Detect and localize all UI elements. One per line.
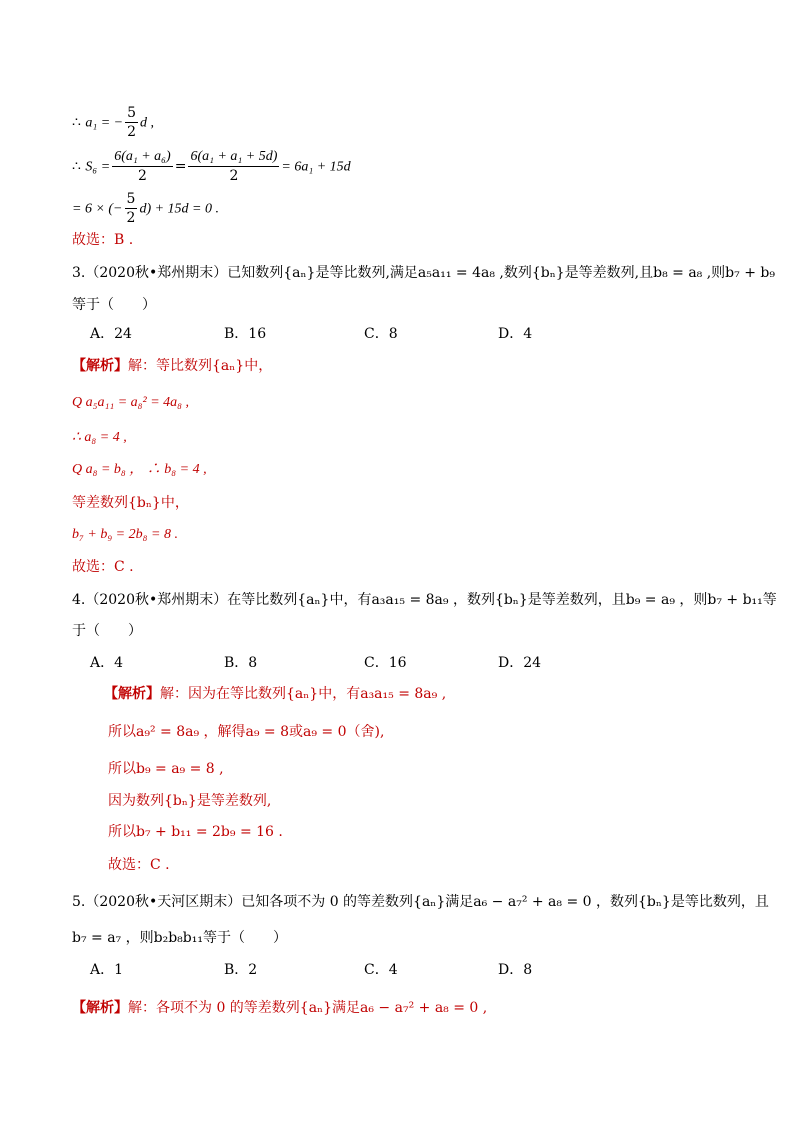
equation-lhs: a₁ = − <box>85 115 124 131</box>
therefore-symbol: ∴ <box>72 158 86 175</box>
q4-analysis-head <box>104 685 446 703</box>
fraction-denominator: 2 <box>229 168 239 184</box>
equation-tail: = 6a₁ + 15d <box>281 159 351 175</box>
equation-tail: d , <box>140 115 155 131</box>
q4-stem-line-1: 4.（2020秋•郑州期末）在等比数列{aₙ}中，有a₃a₁₅ = 8a₉ ，数列{bₙ}是等差数列，且b₉ = a₉ ，则b₇ + b₁₁等 <box>72 592 777 608</box>
q5-stem-line-2: b₇ = a₇ ，则b₂b₈b₁₁等于（ ） <box>72 930 287 946</box>
analysis-text: 解：各项不为 0 的等差数列{aₙ}满足a₆ − a₇² + a₈ = 0 , <box>128 1000 488 1016</box>
analysis-text: 解：等比数列{aₙ}中， <box>128 358 273 374</box>
q4-step-2: 所以b₉ = a₉ = 8 , <box>108 761 224 777</box>
fraction-denominator: 2 <box>126 210 136 226</box>
q3-step-2: ∴ a₈ = 4 , <box>72 430 127 445</box>
analysis-text: 解：因为在等比数列{aₙ}中，有a₃a₁₅ = 8a₉ , <box>160 686 447 702</box>
q5-option-c[interactable]: C．4 <box>364 962 398 978</box>
q4-option-c[interactable]: C．16 <box>364 655 407 671</box>
fraction <box>125 190 138 227</box>
q4-step-3: 因为数列{bₙ}是等差数列, <box>108 793 272 809</box>
q3-step-1: Q a₅a₁₁ = a₈² = 4a₈ , <box>72 395 190 410</box>
equation-head: = 6 × (− <box>72 201 123 217</box>
equation-lhs: S₆ = <box>85 159 111 175</box>
q4-option-a[interactable]: A．4 <box>90 655 124 671</box>
q5-analysis-head <box>72 999 487 1017</box>
q3-stem-line-2: 等于（ ） <box>72 297 156 313</box>
analysis-tag: 【解析】 <box>104 686 160 702</box>
q3-option-a[interactable]: A．24 <box>90 326 132 342</box>
fraction-numerator: 6(a₁ + a₆) <box>112 148 173 167</box>
fraction <box>112 148 173 185</box>
q5-stem-line-1: 5.（2020秋•天河区期末）已知各项不为 0 的等差数列{aₙ}满足a₆ − a₇² + a₈ = 0 ，数列{bₙ}是等比数列，且 <box>72 894 769 910</box>
q3-analysis-head <box>72 357 272 375</box>
q3-step-3: Q a₈ = b₈ ， ∴ b₈ = 4 , <box>72 462 207 477</box>
analysis-tag: 【解析】 <box>72 1000 128 1016</box>
q5-option-d[interactable]: D．8 <box>498 962 533 978</box>
q5-option-a[interactable]: A．1 <box>90 962 124 978</box>
prev-solution-line-1 <box>72 104 154 141</box>
fraction-numerator: 6(a₁ + a₁ + 5d) <box>188 148 279 167</box>
q4-answer: 故选：C . <box>108 857 170 873</box>
q3-step-5: b₇ + b₉ = 2b₈ = 8 . <box>72 527 178 542</box>
q3-answer: 故选：C . <box>72 559 134 575</box>
prev-solution-line-3 <box>72 190 219 227</box>
q4-step-1: 所以a₉² = 8a₉ ，解得a₉ = 8或a₉ = 0（舍), <box>108 724 385 740</box>
fraction-numerator: 5 <box>127 105 137 121</box>
q4-option-b[interactable]: B．8 <box>224 655 258 671</box>
q5-option-b[interactable]: B．2 <box>224 962 258 978</box>
equals-sign: = <box>174 158 187 175</box>
therefore-symbol: ∴ <box>72 114 86 131</box>
q3-option-c[interactable]: C．8 <box>364 326 398 342</box>
q3-stem-line-1: 3.（2020秋•郑州期末）已知数列{aₙ}是等比数列,满足a₅a₁₁ = 4a₈ ,数列{bₙ}是等差数列,且b₈ = a₈ ,则b₇ + b₉ <box>72 265 775 281</box>
q4-stem-line-2: 于（ ） <box>72 623 142 639</box>
fraction <box>188 148 279 185</box>
q4-step-4: 所以b₇ + b₁₁ = 2b₉ = 16 . <box>108 824 283 840</box>
fraction-denominator: 2 <box>127 124 137 140</box>
fraction-numerator: 5 <box>126 191 136 207</box>
prev-solution-line-2 <box>72 148 351 185</box>
q3-step-4: 等差数列{bₙ}中， <box>72 495 189 511</box>
fraction <box>125 104 138 141</box>
q4-option-d[interactable]: D．24 <box>498 655 542 671</box>
prev-answer: 故选：B . <box>72 232 134 248</box>
analysis-tag: 【解析】 <box>72 358 128 374</box>
fraction-denominator: 2 <box>137 168 147 184</box>
q3-option-d[interactable]: D．4 <box>498 326 533 342</box>
q3-option-b[interactable]: B．16 <box>224 326 267 342</box>
equation-tail: d) + 15d = 0 . <box>139 201 219 217</box>
